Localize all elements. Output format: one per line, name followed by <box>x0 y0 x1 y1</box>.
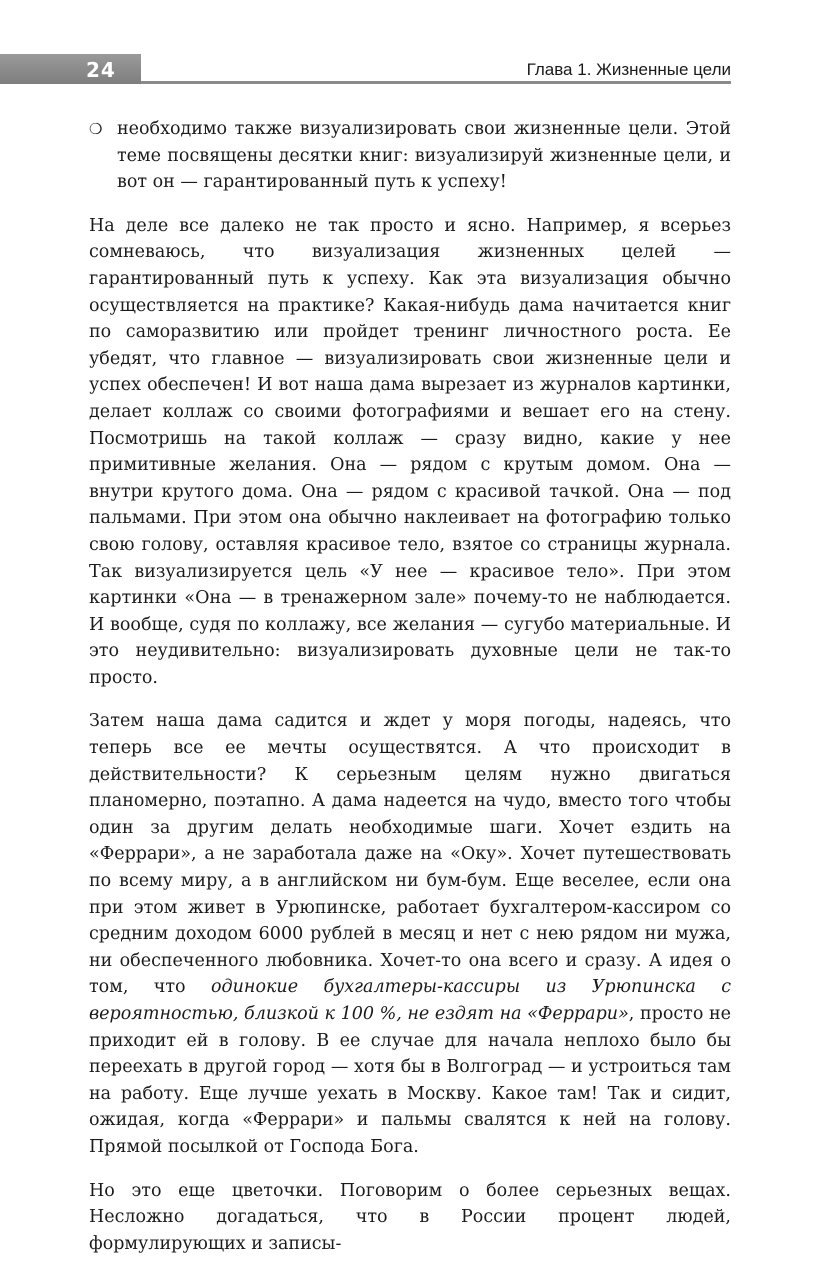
running-header <box>0 54 731 84</box>
page-body <box>89 116 731 1274</box>
chapter-title: Глава 1. Жизненные цели <box>526 60 731 79</box>
bullet-item <box>89 116 731 196</box>
bullet-text: необходимо также визуализировать свои жизненные цели. Этой теме посвящены десятки книг: визуализируй жизненные цели, и вот он — гарантированный путь к успеху! <box>117 119 731 193</box>
paragraph-2-end: , просто не приходит ей в голову. В ее случае для начала неплохо было бы переехать в другой город — хотя бы в Волгоград — и устроиться там на работу. Еще лучше уехать в Москву. Какое там! Так и сидит, ожидая, когда «Феррари» и пальмы свалятся к ней на голову. Прямой посылкой от Господа Бога. <box>89 1004 732 1157</box>
page-number: 24 <box>86 58 116 82</box>
paragraph-1: На деле все далеко не так просто и ясно. Например, я всерьез сомневаюсь, что визуализация жизненных целей — гарантированный путь к успеху. Как эта визуализация обычно осуществляется на практике? Какая-нибудь дама начитается книг по саморазвитию или пройдет тренинг личностного роста. Ее убедят, что главное — визуализировать свои жизненные цели и успех обеспечен! И вот наша дама вырезает из журналов картинки, делает коллаж со своими фотографиями и вешает его на стену. Посмотришь на такой коллаж — сразу видно, какие у нее примитивные желания. Она — рядом с крутым домом. Она — внутри крутого дома. Она — рядом с красивой тачкой. Она — под пальмами. При этом она обычно наклеивает на фотографию только свою голову, оставляя красивое тело, взятое со страницы журнала. Так визуализируется цель «У нее — красивое тело». При этом картинки «Она — в тренажерном зале» почему-то не наблюдается. И вообще, судя по коллажу, все желания — сугубо материальные. И это неудивительно: визуализировать духовные цели не так-то просто. <box>89 215 731 688</box>
header-rule <box>141 81 731 84</box>
paragraph-2-start: Затем наша дама садится и ждет у моря погоды, надеясь, что теперь все ее мечты осуществятся. А что происходит в действительности? К серьезным целям нужно двигаться планомерно, поэтапно. А дама надеется на чудо, вместо того чтобы один за другим делать необходимые шаги. Хочет ездить на «Феррари», а не заработала даже на «Оку». Хочет путешествовать по всему миру, а в английском ни бум-бум. Еще веселее, если она при этом живет в Урюпинске, работает бухгалтером-кассиром со средним доходом 6000 рублей в месяц и нет с нею рядом ни мужа, ни обеспеченного любовника. Хочет-то она всего и сразу. А идея о том, что <box>89 711 731 998</box>
paragraph-3: Но это еще цветочки. Поговорим о более серьезных вещах. Несложно догадаться, что в России процент людей, формулирующих и записы- <box>89 1180 731 1254</box>
page-number-tab <box>0 54 141 84</box>
hollow-circle-bullet-icon: ❍ <box>89 120 103 138</box>
paragraph-2 <box>89 708 731 1160</box>
paragraph-2-emphasis: одинокие бухгалтеры-кассиры из Урюпинска с вероятностью, близкой к 100 %, не ездят на «Феррари» <box>89 977 731 1024</box>
